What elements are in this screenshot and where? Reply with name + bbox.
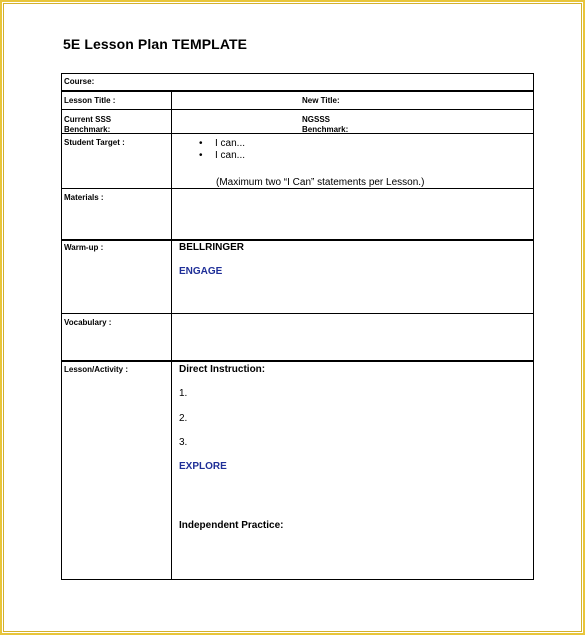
document-title: 5E Lesson Plan TEMPLATE [63, 36, 248, 52]
new-title-label: New Title: [302, 96, 340, 105]
bellringer-heading: BELLRINGER [179, 242, 244, 253]
ngsss-label-line1: NGSSS [302, 115, 331, 124]
row-divider-materials [61, 239, 534, 241]
row-divider-title [61, 109, 534, 110]
label-column-divider [171, 91, 172, 580]
row-divider-benchmark [61, 133, 534, 134]
table-top-border [61, 73, 534, 74]
table-bottom-border [61, 579, 534, 580]
table-left-border [61, 73, 62, 580]
row-divider-vocabulary [61, 360, 534, 362]
engage-heading: ENGAGE [179, 266, 223, 277]
row-divider-warmup [61, 313, 534, 314]
independent-practice-heading: Independent Practice: [179, 520, 284, 531]
direct-instruction-item: 2. [179, 413, 188, 424]
warmup-label: Warm-up : [64, 243, 104, 252]
student-target-note: (Maximum two “I Can” statements per Lesson.) [216, 177, 425, 188]
bullet-icon: • [199, 150, 203, 161]
row-divider-course [61, 90, 534, 92]
current-sss-label-line1: Current SSS [64, 115, 112, 124]
ngsss-label [302, 115, 348, 135]
bullet-icon: • [199, 138, 203, 149]
materials-label: Materials : [64, 193, 104, 202]
direct-instruction-item: 1. [179, 388, 188, 399]
direct-instruction-item: 3. [179, 437, 188, 448]
student-target-label: Student Target : [64, 138, 125, 147]
vocabulary-label: Vocabulary : [64, 318, 112, 327]
table-right-border [533, 73, 534, 580]
course-label: Course: [64, 77, 95, 86]
current-sss-label [64, 115, 111, 135]
lesson-activity-label: Lesson/Activity : [64, 365, 129, 374]
current-sss-label-line2: Benchmark: [64, 125, 111, 134]
explore-heading: EXPLORE [179, 461, 227, 472]
lesson-title-label: Lesson Title : [64, 96, 116, 105]
ngsss-label-line2: Benchmark: [302, 125, 349, 134]
student-target-item: I can... [215, 150, 246, 161]
student-target-item: I can... [215, 138, 246, 149]
direct-instruction-heading: Direct Instruction: [179, 364, 266, 375]
